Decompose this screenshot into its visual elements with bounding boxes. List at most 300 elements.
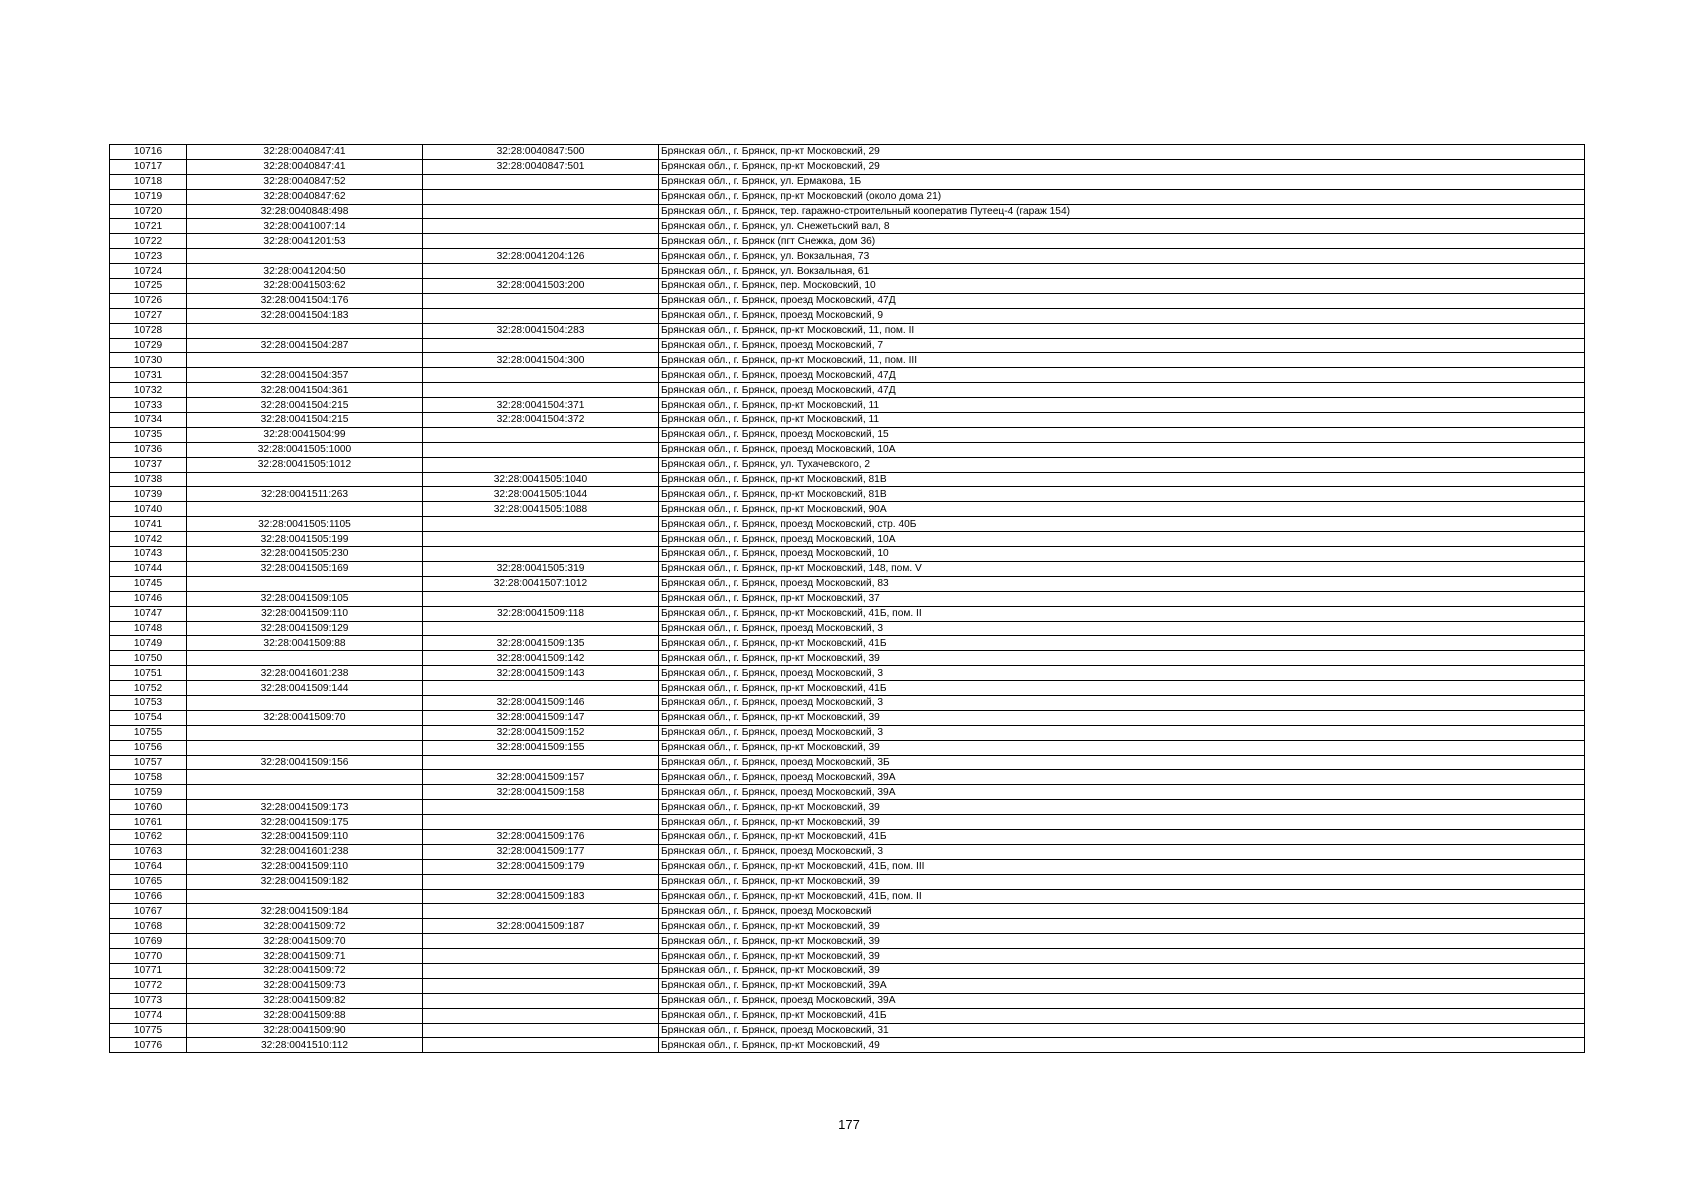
land-cadastral-number-cell: 32:28:0041504:361 [187,383,423,398]
address-cell: Брянская обл., г. Брянск, пр-кт Московский, 39А [659,978,1585,993]
row-number-cell: 10719 [110,189,187,204]
row-number-cell: 10725 [110,279,187,294]
land-cadastral-number-cell [187,740,423,755]
object-cadastral-number-cell [423,621,659,636]
object-cadastral-number-cell: 32:28:0041509:152 [423,725,659,740]
address-cell: Брянская обл., г. Брянск, проезд Московский, 10 [659,547,1585,562]
object-cadastral-number-cell: 32:28:0041505:1088 [423,502,659,517]
table-row [110,502,1585,517]
row-number-cell: 10728 [110,323,187,338]
table-row [110,844,1585,859]
object-cadastral-number-cell [423,591,659,606]
row-number-cell: 10724 [110,264,187,279]
object-cadastral-number-cell [423,1008,659,1023]
object-cadastral-number-cell: 32:28:0041204:126 [423,249,659,264]
row-number-cell: 10745 [110,576,187,591]
object-cadastral-number-cell [423,219,659,234]
address-cell: Брянская обл., г. Брянск, пр-кт Московский, 39 [659,934,1585,949]
table-row [110,993,1585,1008]
table-row [110,472,1585,487]
land-cadastral-number-cell: 32:28:0041007:14 [187,219,423,234]
address-cell: Брянская обл., г. Брянск, пр-кт Московский, 11 [659,398,1585,413]
object-cadastral-number-cell: 32:28:0041504:372 [423,413,659,428]
table-row [110,889,1585,904]
table-row [110,413,1585,428]
address-cell: Брянская обл., г. Брянск, проезд Московский, 3 [659,621,1585,636]
table-row [110,279,1585,294]
address-cell: Брянская обл., г. Брянск, пр-кт Московский, 41Б [659,829,1585,844]
table-row [110,919,1585,934]
address-cell: Брянская обл., г. Брянск, пр-кт Московский, 11, пом. II [659,323,1585,338]
land-cadastral-number-cell: 32:28:0040847:52 [187,174,423,189]
land-cadastral-number-cell: 32:28:0041505:1105 [187,517,423,532]
land-cadastral-number-cell: 32:28:0041505:230 [187,547,423,562]
address-cell: Брянская обл., г. Брянск, пр-кт Московский, 39 [659,963,1585,978]
object-cadastral-number-cell: 32:28:0041509:183 [423,889,659,904]
table-row [110,383,1585,398]
table-row [110,159,1585,174]
row-number-cell: 10746 [110,591,187,606]
object-cadastral-number-cell [423,993,659,1008]
table-row [110,740,1585,755]
table-row [110,219,1585,234]
table-row [110,934,1585,949]
object-cadastral-number-cell: 32:28:0041509:155 [423,740,659,755]
table-row [110,978,1585,993]
object-cadastral-number-cell [423,264,659,279]
object-cadastral-number-cell [423,904,659,919]
land-cadastral-number-cell: 32:28:0040847:41 [187,159,423,174]
object-cadastral-number-cell: 32:28:0040847:501 [423,159,659,174]
table-row [110,770,1585,785]
row-number-cell: 10722 [110,234,187,249]
row-number-cell: 10754 [110,710,187,725]
row-number-cell: 10737 [110,457,187,472]
address-cell: Брянская обл., г. Брянск, проезд Московский, стр. 40Б [659,517,1585,532]
land-cadastral-number-cell [187,353,423,368]
object-cadastral-number-cell [423,204,659,219]
row-number-cell: 10743 [110,547,187,562]
object-cadastral-number-cell [423,755,659,770]
land-cadastral-number-cell: 32:28:0041509:144 [187,681,423,696]
row-number-cell: 10739 [110,487,187,502]
row-number-cell: 10753 [110,695,187,710]
land-cadastral-number-cell: 32:28:0041505:169 [187,561,423,576]
row-number-cell: 10751 [110,666,187,681]
table-row [110,368,1585,383]
land-cadastral-number-cell: 32:28:0040847:62 [187,189,423,204]
address-cell: Брянская обл., г. Брянск, проезд Московский, 47Д [659,293,1585,308]
row-number-cell: 10762 [110,829,187,844]
object-cadastral-number-cell [423,800,659,815]
table-row [110,710,1585,725]
object-cadastral-number-cell [423,338,659,353]
table-row [110,442,1585,457]
land-cadastral-number-cell: 32:28:0041509:88 [187,636,423,651]
address-cell: Брянская обл., г. Брянск, проезд Московский, 47Д [659,368,1585,383]
row-number-cell: 10772 [110,978,187,993]
land-cadastral-number-cell [187,785,423,800]
land-cadastral-number-cell: 32:28:0041509:71 [187,949,423,964]
row-number-cell: 10756 [110,740,187,755]
object-cadastral-number-cell [423,874,659,889]
row-number-cell: 10720 [110,204,187,219]
table-row [110,606,1585,621]
row-number-cell: 10742 [110,532,187,547]
land-cadastral-number-cell: 32:28:0041509:105 [187,591,423,606]
land-cadastral-number-cell: 32:28:0041504:357 [187,368,423,383]
land-cadastral-number-cell [187,502,423,517]
address-cell: Брянская обл., г. Брянск, пр-кт Московский, 29 [659,145,1585,160]
table-row [110,517,1585,532]
object-cadastral-number-cell [423,547,659,562]
row-number-cell: 10734 [110,413,187,428]
table-row [110,249,1585,264]
address-cell: Брянская обл., г. Брянск, пр-кт Московский, 39 [659,874,1585,889]
row-number-cell: 10766 [110,889,187,904]
land-cadastral-number-cell [187,249,423,264]
row-number-cell: 10717 [110,159,187,174]
address-cell: Брянская обл., г. Брянск, проезд Московский [659,904,1585,919]
table-row [110,666,1585,681]
address-cell: Брянская обл., г. Брянск, проезд Московский, 7 [659,338,1585,353]
table-row [110,427,1585,442]
address-cell: Брянская обл., г. Брянск, пр-кт Московский, 41Б, пом. III [659,859,1585,874]
row-number-cell: 10768 [110,919,187,934]
address-cell: Брянская обл., г. Брянск, пр-кт Московский, 90А [659,502,1585,517]
table-row [110,949,1585,964]
row-number-cell: 10773 [110,993,187,1008]
address-cell: Брянская обл., г. Брянск, проезд Московский, 31 [659,1023,1585,1038]
table-row [110,725,1585,740]
object-cadastral-number-cell [423,517,659,532]
land-cadastral-number-cell: 32:28:0041510:112 [187,1038,423,1053]
object-cadastral-number-cell [423,308,659,323]
object-cadastral-number-cell [423,368,659,383]
page-number: 177 [838,1117,860,1132]
address-cell: Брянская обл., г. Брянск, проезд Московский, 39А [659,993,1585,1008]
address-cell: Брянская обл., г. Брянск, пр-кт Московский, 81В [659,472,1585,487]
table-row [110,1038,1585,1053]
land-cadastral-number-cell: 32:28:0041505:199 [187,532,423,547]
object-cadastral-number-cell: 32:28:0041505:1044 [423,487,659,502]
table-row [110,800,1585,815]
table-row [110,829,1585,844]
row-number-cell: 10760 [110,800,187,815]
table-row [110,398,1585,413]
object-cadastral-number-cell: 32:28:0041504:283 [423,323,659,338]
land-cadastral-number-cell [187,576,423,591]
land-cadastral-number-cell [187,472,423,487]
object-cadastral-number-cell: 32:28:0041509:118 [423,606,659,621]
row-number-cell: 10776 [110,1038,187,1053]
object-cadastral-number-cell [423,189,659,204]
object-cadastral-number-cell [423,978,659,993]
land-cadastral-number-cell [187,651,423,666]
table-row [110,234,1585,249]
land-cadastral-number-cell [187,889,423,904]
table-row [110,323,1585,338]
table-row [110,815,1585,830]
land-cadastral-number-cell: 32:28:0041509:82 [187,993,423,1008]
table-row [110,264,1585,279]
land-cadastral-number-cell: 32:28:0041504:287 [187,338,423,353]
address-cell: Брянская обл., г. Брянск, проезд Московский, 3Б [659,755,1585,770]
address-cell: Брянская обл., г. Брянск, пр-кт Московский, 81В [659,487,1585,502]
object-cadastral-number-cell: 32:28:0041505:1040 [423,472,659,487]
address-cell: Брянская обл., г. Брянск, проезд Московский, 9 [659,308,1585,323]
table-row [110,532,1585,547]
table-row [110,204,1585,219]
row-number-cell: 10744 [110,561,187,576]
land-cadastral-number-cell: 32:28:0041505:1012 [187,457,423,472]
address-cell: Брянская обл., г. Брянск, пр-кт Московский, 41Б [659,1008,1585,1023]
address-cell: Брянская обл., г. Брянск, проезд Московский, 47Д [659,383,1585,398]
land-cadastral-number-cell: 32:28:0041509:72 [187,919,423,934]
object-cadastral-number-cell: 32:28:0041509:142 [423,651,659,666]
address-cell: Брянская обл., г. Брянск, проезд Московский, 3 [659,666,1585,681]
object-cadastral-number-cell [423,1038,659,1053]
row-number-cell: 10763 [110,844,187,859]
land-cadastral-number-cell: 32:28:0041504:183 [187,308,423,323]
address-cell: Брянская обл., г. Брянск, пр-кт Московский, 41Б [659,681,1585,696]
land-cadastral-number-cell: 32:28:0041505:1000 [187,442,423,457]
row-number-cell: 10735 [110,427,187,442]
row-number-cell: 10721 [110,219,187,234]
row-number-cell: 10774 [110,1008,187,1023]
land-cadastral-number-cell: 32:28:0041509:110 [187,829,423,844]
land-cadastral-number-cell [187,323,423,338]
row-number-cell: 10741 [110,517,187,532]
table-row [110,695,1585,710]
row-number-cell: 10755 [110,725,187,740]
object-cadastral-number-cell [423,934,659,949]
row-number-cell: 10757 [110,755,187,770]
land-cadastral-number-cell: 32:28:0041509:88 [187,1008,423,1023]
address-cell: Брянская обл., г. Брянск, пр-кт Московский, 11 [659,413,1585,428]
land-cadastral-number-cell: 32:28:0041509:90 [187,1023,423,1038]
land-cadastral-number-cell: 32:28:0041509:175 [187,815,423,830]
row-number-cell: 10764 [110,859,187,874]
address-cell: Брянская обл., г. Брянск, пр-кт Московский, 39 [659,740,1585,755]
address-cell: Брянская обл., г. Брянск, пр-кт Московский, 41Б, пом. II [659,889,1585,904]
land-cadastral-number-cell: 32:28:0041509:173 [187,800,423,815]
object-cadastral-number-cell [423,442,659,457]
row-number-cell: 10771 [110,963,187,978]
address-cell: Брянская обл., г. Брянск, пр-кт Московский, 39 [659,919,1585,934]
table-row [110,1023,1585,1038]
table-row [110,576,1585,591]
object-cadastral-number-cell: 32:28:0041507:1012 [423,576,659,591]
land-cadastral-number-cell: 32:28:0041504:215 [187,413,423,428]
address-cell: Брянская обл., г. Брянск, пр-кт Московский, 148, пом. V [659,561,1585,576]
table-row [110,145,1585,160]
object-cadastral-number-cell [423,949,659,964]
land-cadastral-number-cell: 32:28:0040848:498 [187,204,423,219]
table-row [110,1008,1585,1023]
row-number-cell: 10775 [110,1023,187,1038]
land-cadastral-number-cell: 32:28:0041504:215 [187,398,423,413]
table-row [110,621,1585,636]
land-cadastral-number-cell [187,695,423,710]
table-row [110,174,1585,189]
land-cadastral-number-cell: 32:28:0041509:73 [187,978,423,993]
row-number-cell: 10767 [110,904,187,919]
object-cadastral-number-cell: 32:28:0041509:147 [423,710,659,725]
address-cell: Брянская обл., г. Брянск, тер. гаражно-строительный кооператив Путеец-4 (гараж 154) [659,204,1585,219]
table-row [110,859,1585,874]
table-row [110,963,1585,978]
land-cadastral-number-cell: 32:28:0041509:184 [187,904,423,919]
table-row [110,874,1585,889]
address-cell: Брянская обл., г. Брянск, проезд Московский, 39А [659,770,1585,785]
land-cadastral-number-cell: 32:28:0041601:238 [187,844,423,859]
address-cell: Брянская обл., г. Брянск, пр-кт Московский, 37 [659,591,1585,606]
object-cadastral-number-cell: 32:28:0041509:177 [423,844,659,859]
land-cadastral-number-cell: 32:28:0041509:110 [187,859,423,874]
address-cell: Брянская обл., г. Брянск, ул. Тухачевского, 2 [659,457,1585,472]
table-row [110,904,1585,919]
address-cell: Брянская обл., г. Брянск (пгт Снежка, дом 36) [659,234,1585,249]
address-cell: Брянская обл., г. Брянск, ул. Вокзальная, 73 [659,249,1585,264]
table-row [110,561,1585,576]
registry-table [109,144,1585,1053]
address-cell: Брянская обл., г. Брянск, ул. Ермакова, 1Б [659,174,1585,189]
address-cell: Брянская обл., г. Брянск, пр-кт Московский, 39 [659,710,1585,725]
row-number-cell: 10748 [110,621,187,636]
object-cadastral-number-cell [423,963,659,978]
row-number-cell: 10750 [110,651,187,666]
row-number-cell: 10770 [110,949,187,964]
address-cell: Брянская обл., г. Брянск, пр-кт Московский, 39 [659,800,1585,815]
row-number-cell: 10729 [110,338,187,353]
object-cadastral-number-cell: 32:28:0041509:158 [423,785,659,800]
table-row [110,338,1585,353]
address-cell: Брянская обл., г. Брянск, пр-кт Московский, 41Б [659,636,1585,651]
row-number-cell: 10738 [110,472,187,487]
land-cadastral-number-cell [187,770,423,785]
land-cadastral-number-cell: 32:28:0041503:62 [187,279,423,294]
table-row [110,591,1585,606]
row-number-cell: 10723 [110,249,187,264]
address-cell: Брянская обл., г. Брянск, пр-кт Московский, 39 [659,949,1585,964]
land-cadastral-number-cell: 32:28:0041509:129 [187,621,423,636]
row-number-cell: 10730 [110,353,187,368]
address-cell: Брянская обл., г. Брянск, пр-кт Московский, 39 [659,651,1585,666]
object-cadastral-number-cell: 32:28:0041509:179 [423,859,659,874]
land-cadastral-number-cell: 32:28:0041509:156 [187,755,423,770]
object-cadastral-number-cell [423,457,659,472]
object-cadastral-number-cell [423,293,659,308]
row-number-cell: 10769 [110,934,187,949]
row-number-cell: 10732 [110,383,187,398]
land-cadastral-number-cell: 32:28:0041511:263 [187,487,423,502]
row-number-cell: 10749 [110,636,187,651]
land-cadastral-number-cell: 32:28:0040847:41 [187,145,423,160]
address-cell: Брянская обл., г. Брянск, проезд Московский, 10А [659,532,1585,547]
row-number-cell: 10761 [110,815,187,830]
object-cadastral-number-cell: 32:28:0041509:146 [423,695,659,710]
row-number-cell: 10759 [110,785,187,800]
object-cadastral-number-cell: 32:28:0041504:300 [423,353,659,368]
land-cadastral-number-cell: 32:28:0041509:70 [187,710,423,725]
object-cadastral-number-cell: 32:28:0041509:157 [423,770,659,785]
land-cadastral-number-cell: 32:28:0041504:99 [187,427,423,442]
object-cadastral-number-cell [423,234,659,249]
object-cadastral-number-cell: 32:28:0041509:135 [423,636,659,651]
table-row [110,353,1585,368]
object-cadastral-number-cell: 32:28:0041509:176 [423,829,659,844]
row-number-cell: 10747 [110,606,187,621]
address-cell: Брянская обл., г. Брянск, проезд Московский, 3 [659,695,1585,710]
row-number-cell: 10733 [110,398,187,413]
row-number-cell: 10752 [110,681,187,696]
row-number-cell: 10726 [110,293,187,308]
address-cell: Брянская обл., г. Брянск, ул. Снежетьский вал, 8 [659,219,1585,234]
address-cell: Брянская обл., г. Брянск, ул. Вокзальная, 61 [659,264,1585,279]
row-number-cell: 10765 [110,874,187,889]
row-number-cell: 10716 [110,145,187,160]
object-cadastral-number-cell [423,681,659,696]
row-number-cell: 10736 [110,442,187,457]
address-cell: Брянская обл., г. Брянск, проезд Московский, 15 [659,427,1585,442]
object-cadastral-number-cell [423,1023,659,1038]
object-cadastral-number-cell: 32:28:0041503:200 [423,279,659,294]
table-row [110,636,1585,651]
table-row [110,651,1585,666]
object-cadastral-number-cell: 32:28:0041504:371 [423,398,659,413]
object-cadastral-number-cell: 32:28:0041505:319 [423,561,659,576]
registry-table-body [110,145,1585,1053]
address-cell: Брянская обл., г. Брянск, пр-кт Московский, 49 [659,1038,1585,1053]
table-row [110,293,1585,308]
row-number-cell: 10758 [110,770,187,785]
object-cadastral-number-cell [423,815,659,830]
table-row [110,547,1585,562]
address-cell: Брянская обл., г. Брянск, пр-кт Московский, 41Б, пом. II [659,606,1585,621]
object-cadastral-number-cell [423,532,659,547]
table-row [110,785,1585,800]
object-cadastral-number-cell: 32:28:0040847:500 [423,145,659,160]
object-cadastral-number-cell [423,383,659,398]
object-cadastral-number-cell [423,174,659,189]
address-cell: Брянская обл., г. Брянск, пер. Московский, 10 [659,279,1585,294]
land-cadastral-number-cell: 32:28:0041204:50 [187,264,423,279]
land-cadastral-number-cell [187,725,423,740]
table-row [110,189,1585,204]
land-cadastral-number-cell: 32:28:0041509:70 [187,934,423,949]
row-number-cell: 10718 [110,174,187,189]
address-cell: Брянская обл., г. Брянск, проезд Московский, 39А [659,785,1585,800]
address-cell: Брянская обл., г. Брянск, проезд Московский, 83 [659,576,1585,591]
address-cell: Брянская обл., г. Брянск, пр-кт Московский, 29 [659,159,1585,174]
table-row [110,308,1585,323]
address-cell: Брянская обл., г. Брянск, проезд Московский, 3 [659,725,1585,740]
object-cadastral-number-cell: 32:28:0041509:187 [423,919,659,934]
table-row [110,487,1585,502]
land-cadastral-number-cell: 32:28:0041201:53 [187,234,423,249]
table-row [110,755,1585,770]
address-cell: Брянская обл., г. Брянск, пр-кт Московский, 11, пом. III [659,353,1585,368]
land-cadastral-number-cell: 32:28:0041509:72 [187,963,423,978]
land-cadastral-number-cell: 32:28:0041509:182 [187,874,423,889]
address-cell: Брянская обл., г. Брянск, пр-кт Московский, 39 [659,815,1585,830]
table-row [110,457,1585,472]
object-cadastral-number-cell: 32:28:0041509:143 [423,666,659,681]
object-cadastral-number-cell [423,427,659,442]
address-cell: Брянская обл., г. Брянск, пр-кт Московский (около дома 21) [659,189,1585,204]
address-cell: Брянская обл., г. Брянск, проезд Московский, 3 [659,844,1585,859]
